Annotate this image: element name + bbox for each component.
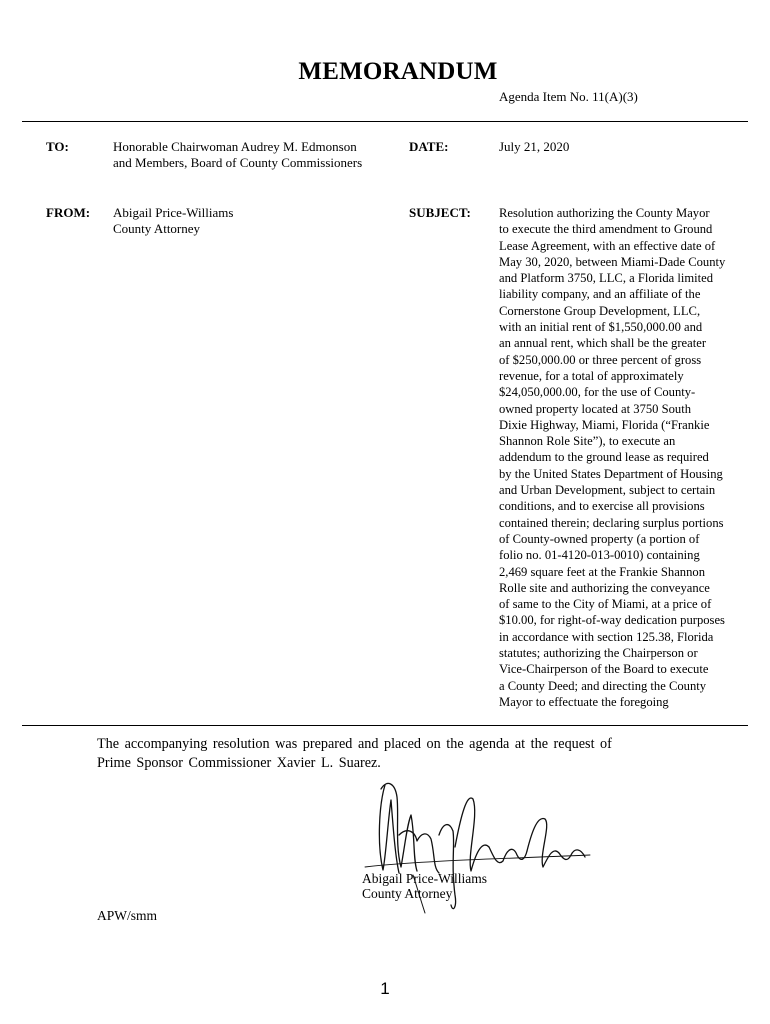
subject-line: of $250,000.00 or three percent of gross	[499, 352, 702, 367]
to-line: Honorable Chairwoman Audrey M. Edmonson	[113, 139, 357, 154]
subject-line: Lease Agreement, with an effective date of	[499, 238, 716, 253]
subject-line: liability company, and an affiliate of the	[499, 287, 701, 302]
subject-line: Cornerstone Group Development, LLC,	[499, 303, 701, 318]
subject-line: Dixie Highway, Miami, Florida (“Frankie	[499, 417, 710, 432]
subject-line: by the United States Department of Housing	[499, 466, 723, 481]
subject-line: May 30, 2020, between Miami-Dade County	[499, 254, 726, 269]
subject-line: Shannon Role Site”), to execute an	[499, 434, 676, 449]
subject-line: owned property located at 3750 South	[499, 401, 692, 416]
subject-line: and Platform 3750, LLC, a Florida limited	[499, 271, 714, 286]
subject-line: a County Deed; and directing the County	[499, 678, 707, 693]
subject-line: Mayor to effectuate the foregoing	[499, 694, 669, 709]
to-line: and Members, Board of County Commissioners	[113, 155, 363, 171]
from-line: Abigail Price-Williams	[113, 205, 234, 220]
subject-line: $10.00, for right-of-way dedication purposes	[499, 613, 725, 628]
date-label: DATE:	[409, 139, 449, 154]
from-sender	[113, 205, 233, 238]
to-recipients	[113, 139, 362, 172]
subject-line: contained therein; declaring surplus portions	[499, 515, 724, 530]
subject-line: in accordance with section 125.38, Florida	[499, 629, 714, 644]
to-label: TO:	[46, 139, 69, 154]
signatory-name: Abigail Price-Williams	[362, 871, 488, 886]
body-line: The accompanying resolution was prepared and placed on the agenda at the request of	[97, 736, 612, 752]
subject-text	[499, 205, 749, 710]
subject-line: statutes; authorizing the Chairperson or	[499, 646, 698, 661]
from-label: FROM:	[46, 205, 91, 220]
subject-line: an annual rent, which shall be the greater	[499, 336, 707, 351]
signature-block	[362, 871, 487, 901]
memo-title: MEMORANDUM	[298, 58, 498, 85]
body-line: Prime Sponsor Commissioner Xavier L. Suarez.	[97, 755, 381, 771]
subject-line: Vice-Chairperson of the Board to execute	[499, 662, 709, 677]
subject-line: $24,050,000.00, for the use of County-	[499, 385, 696, 400]
page-number: 1	[380, 979, 390, 998]
signatory-title: County Attorney	[362, 886, 453, 901]
subject-line: and Urban Development, subject to certain	[499, 483, 716, 498]
subject-divider	[22, 725, 748, 726]
subject-line: addendum to the ground lease as required	[499, 450, 709, 465]
header-divider	[22, 121, 748, 122]
subject-line: of same to the City of Miami, at a price of	[499, 597, 712, 612]
subject-line: revenue, for a total of approximately	[499, 368, 684, 383]
subject-line: Rolle site and authorizing the conveyance	[499, 580, 710, 595]
agenda-item-number: Agenda Item No. 11(A)(3)	[499, 89, 638, 104]
memo-body	[97, 735, 677, 773]
subject-line: of County-owned property (a portion of	[499, 531, 700, 546]
subject-line: 2,469 square feet at the Frankie Shannon	[499, 564, 705, 579]
date-value: July 21, 2020	[499, 139, 570, 154]
subject-line: Resolution authorizing the County Mayor	[499, 206, 710, 220]
subject-line: conditions, and to exercise all provisions	[499, 499, 705, 514]
from-line: County Attorney	[113, 221, 201, 237]
subject-line: to execute the third amendment to Ground	[499, 222, 713, 237]
subject-line: with an initial rent of $1,550,000.00 and	[499, 320, 703, 335]
typist-initials: APW/smm	[97, 908, 158, 923]
subject-label: SUBJECT:	[409, 205, 471, 220]
subject-line: folio no. 01-4120-013-0010) containing	[499, 548, 700, 563]
